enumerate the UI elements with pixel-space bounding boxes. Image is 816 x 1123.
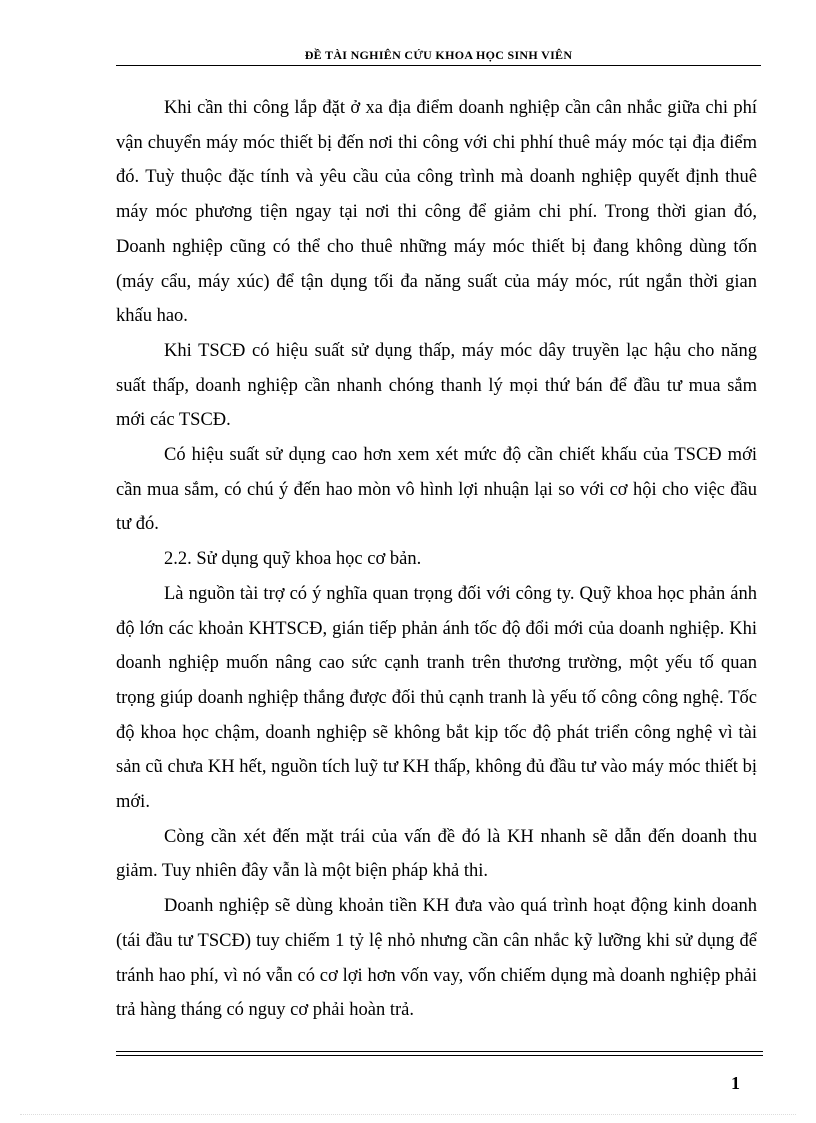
paragraph-4: Là nguồn tài trợ có ý nghĩa quan trọng đối với công ty. Quỹ khoa học phản ánh độ lớn các khoản KHTSCĐ, gián tiếp phản ánh tốc độ đổi mới của doanh nghiệp. Khi doanh nghiệp muốn nâng cao sức cạnh tranh trên thương trường, một yếu tố quan trọng giúp doanh nghiệp thắng được đối thủ cạnh tranh là yếu tố công công nghệ. Tốc độ khoa học chậm, doanh nghiệp sẽ không bắt kịp tốc độ phát triển công nghệ vì tài sản cũ chưa KH hết, nguồn tích luỹ tư KH thấp, không đủ đầu tư vào máy móc thiết bị mới.	[116, 583, 757, 813]
page-header-title: ĐỀ TÀI NGHIÊN CỨU KHOA HỌC SINH VIÊN	[304, 48, 573, 62]
section-heading: 2.2. Sử dụng quỹ khoa học cơ bản.	[164, 549, 422, 570]
header-rule	[116, 65, 761, 66]
paragraph-3: Có hiệu suất sử dụng cao hơn xem xét mức độ cần chiết khấu của TSCĐ mới cần mua sắm, có chú ý đến hao mòn vô hình lợi nhuận lại so với cơ hội cho việc đầu tư đó.	[116, 445, 757, 535]
paragraph-2: Khi TSCĐ có hiệu suất sử dụng thấp, máy móc dây truyền lạc hậu cho năng suất thấp, doanh nghiệp cần nhanh chóng thanh lý mọi thứ bán để đầu tư mua sắm mới các TSCĐ.	[116, 340, 757, 431]
paragraph-5: Còng cần xét đến mặt trái của vấn đề đó là KH nhanh sẽ dẫn đến doanh thu giảm. Tuy nhiên đây vẫn là một biện pháp khả thi.	[116, 826, 757, 882]
paragraph-6: Doanh nghiệp sẽ dùng khoản tiền KH đưa vào quá trình hoạt động kinh doanh (tái đầu tư TSCĐ) tuy chiếm 1 tỷ lệ nhỏ nhưng cần cân nhắc kỹ lưỡng khi sử dụng để tránh hao phí, vì nó vẫn có cơ lợi hơn vốn vay, vốn chiếm dụng mà doanh nghiệp phải trả hàng tháng có nguy cơ phải hoàn trả.	[116, 896, 757, 1021]
paragraph-1: Khi cần thi công lắp đặt ở xa địa điểm doanh nghiệp cần cân nhắc giữa chi phí vận chuyển máy móc thiết bị đến nơi thi công với chi phhí thuê máy móc tại địa điểm đó. Tuỳ thuộc đặc tính và yêu cầu của công trình mà doanh nghiệp quyết định thuê máy móc phương tiện ngay tại nơi thi công để giảm chi phí. Trong thời gian đó, Doanh nghiệp cũng có thể cho thuê những máy móc thiết bị đang không dùng tốn (máy cẩu, máy xúc) để tận dụng tối đa năng suất của máy móc, rút ngắn thời gian khấu hao.	[116, 98, 757, 327]
document-body	[116, 91, 757, 1028]
footer-rule-top	[116, 1051, 763, 1052]
footer-rule-bottom	[116, 1055, 763, 1056]
page-number: 1	[731, 1073, 740, 1093]
page-bottom-edge	[20, 1114, 796, 1115]
